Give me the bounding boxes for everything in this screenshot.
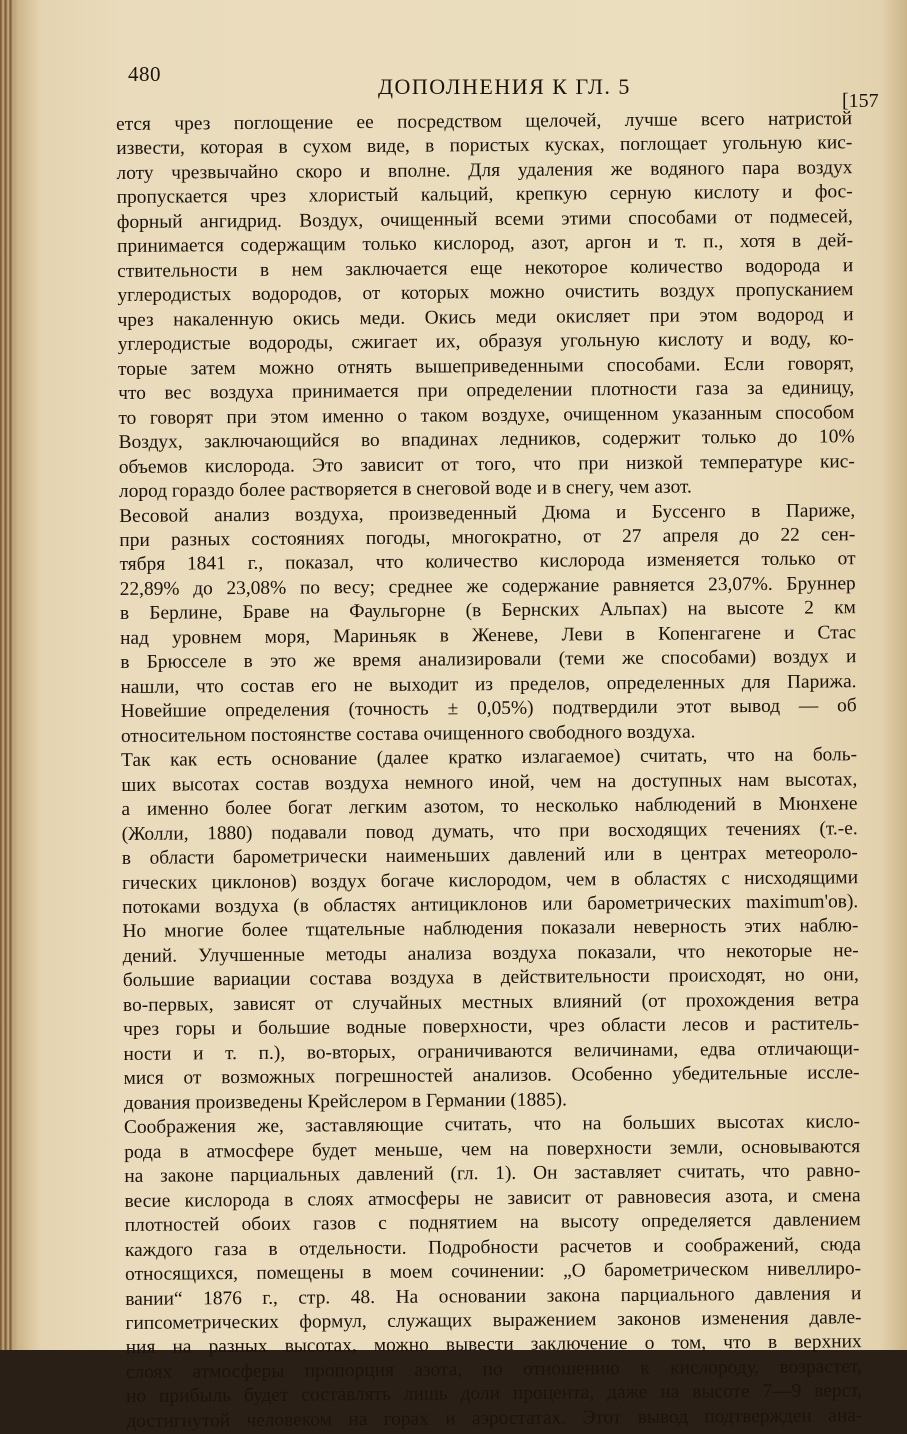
text-line: Весовой анализ воздуха, произведенный Дюма и Буссенго в Париже,: [119, 499, 856, 527]
text-line: каждого газа в отдельности. Подробности расчетов и соображений, сюда: [124, 1233, 861, 1261]
text-line: углеродистых водородов, от которых можно очистить воздух пропусканием: [117, 279, 854, 307]
text-line: ния на разных высотах, можно вывести заключение о том, что в верхних: [125, 1331, 862, 1359]
text-line: а именно более богат легким азотом, то несколько наблюдений в Мюнхене: [121, 793, 858, 821]
text-line: достигнутой человеком на горах и аэростатах. Этот вывод подтвержден ана-: [126, 1405, 863, 1432]
text-line: торые затем можно отнять вышеприведенными способами. Если говорят,: [117, 352, 855, 380]
text-line: Новейшие определения (точность ± 0,05%) подтвердили этот вывод — об: [120, 695, 857, 723]
running-title: ДОПОЛНЕНИЯ К ГЛ. 5: [378, 74, 631, 99]
text-line: лоту чрезвычайно скоро и вполне. Для удаления же водяного пара воздух: [116, 157, 853, 184]
page-header: [0, 60, 907, 110]
text-line: мися от возможных погрешностей анализов. Особенно убедительные иссле-: [123, 1062, 860, 1090]
book-spine: [0, 0, 14, 1350]
text-line: относящихся, помещены в моем сочинении: „О барометрическом нивеллиро-: [125, 1258, 862, 1285]
text-line: но прибыль будет составлять лишь доли процента, даже на высоте 7—9 верст,: [126, 1380, 863, 1408]
text-line: гических циклонов) воздух богаче кислородом, чем в областях с нисходящими: [121, 866, 859, 894]
text-line: дений. Улучшенные методы анализа воздуха показали, что некоторые не-: [122, 940, 859, 967]
text-line: то говорят при этом именно о таком воздухе, очищенном указанным способом: [118, 401, 855, 429]
text-line: большие вариации состава воздуха в действительности происходят, но они,: [122, 964, 859, 992]
text-line: Но многие более тщательные наблюдения показали неверность этих наблю-: [122, 915, 859, 943]
text-line: что вес воздуха принимается при определении плотности газа за единицу,: [118, 377, 855, 405]
text-line: объемов кислорода. Это зависит от того, что при низкой температуре кис-: [118, 450, 855, 478]
text-line: дования произведены Крейслером в Германии (1885).: [123, 1089, 568, 1114]
text-line: (Жолли, 1880) подавали повод думать, что при восходящих течениях (т.-е.: [121, 817, 858, 845]
text-line: лород гораздо более растворяется в снеговой воде и в снегу, чем азот.: [118, 476, 692, 503]
text-line: нашли, что состав его не выходит из пределов, определенных для Парижа.: [120, 670, 857, 698]
text-line: Так как есть основание (далее кратко излагаемое) считать, что на боль-: [121, 744, 858, 772]
text-line: рода в атмосфере будет меньше, чем на поверхности земли, основываются: [124, 1135, 861, 1163]
text-line: в Брюсселе в это же время анализировали (теми же способами) воздух и: [120, 646, 857, 674]
text-line: принимается содержащим только кислород, азот, аргон и т. п., хотя в дей-: [116, 230, 854, 258]
text-line: вании“ 1876 г., стр. 48. На основании закона парциального давления и: [125, 1282, 862, 1310]
text-line: над уровнем моря, Мариньяк в Женеве, Леви в Копенгагене и Стас: [120, 622, 857, 649]
text-line: в области барометрически наименьших давлений или в центрах метеороло-: [121, 842, 858, 870]
text-line: на законе парциальных давлений (гл. 1). Он заставляет считать, что равно-: [124, 1160, 861, 1188]
text-line: во-первых, зависят от случайных местных влияний (от прохождения ветра: [122, 989, 860, 1016]
text-line: чрез накаленную окись меди. Окись меди окисляет при этом водород и: [117, 303, 854, 331]
text-line: плотностей обоих газов с поднятием на высоту определяется давлением: [124, 1209, 861, 1237]
text-line: весие кислорода в слоях атмосферы не зависит от равновесия азота, и смена: [124, 1184, 861, 1212]
original-page-marker: [157: [842, 90, 879, 112]
text-line: ется чрез поглощение ее посредством щелочей, лучше всего натристой: [116, 108, 853, 135]
text-line: чрез горы и большие водные поверхности, чрез области лесов и раститель-: [123, 1013, 860, 1041]
text-line: ствительности в нем заключается еще некоторое количество водорода и: [117, 255, 854, 282]
body-text: [116, 107, 862, 1434]
text-line: при разных состояниях погоды, многократно, от 27 апреля до 22 сен-: [119, 524, 856, 551]
text-line: Соображения же, заставляющие считать, что на больших высотах кисло-: [123, 1111, 861, 1139]
text-line: тября 1841 г., показал, что количество кислорода изменяется только от: [119, 548, 856, 576]
text-line: 22,89% до 23,08% по весу; среднее же содержание равняется 23,07%. Бруннер: [119, 573, 856, 600]
text-line: извести, которая в сухом виде, в пористых кусках, поглощает угольную кис-: [116, 132, 853, 160]
text-line: углеродистые водороды, сжигает их, образуя угольную кислоту и воду, ко-: [117, 328, 854, 356]
text-line: относительном постоянстве состава очищенного свободного воздуха.: [120, 721, 696, 747]
page-number: 480: [128, 62, 161, 86]
text-line: ности и т. п.), во-вторых, ограничиваются величинами, едва отличающи-: [123, 1038, 860, 1065]
text-line: Воздух, заключающийся во впадинах ледников, содержит только до 10%: [118, 426, 855, 454]
text-line: ших высотах состав воздуха немного иной, чем на доступных нам высотах,: [121, 768, 858, 796]
text-line: гипсометрических формул, служащих выражением законов изменения давле-: [125, 1307, 862, 1334]
text-line: в Берлине, Браве на Фаульгорне (в Бернских Альпах) на высоте 2 км: [119, 597, 856, 625]
text-line: слоях атмосферы пропорция азота, по отношению к кислороду, возрастет,: [125, 1356, 862, 1383]
text-line: пропускается чрез хлористый кальций, крепкую серную кислоту и фос-: [116, 181, 853, 209]
text-line: форный ангидрид. Воздух, очищенный всеми этими способами от подмесей,: [116, 206, 853, 233]
text-line: потоками воздуха (в областях антициклонов или барометрических maximum'ов).: [122, 891, 859, 918]
